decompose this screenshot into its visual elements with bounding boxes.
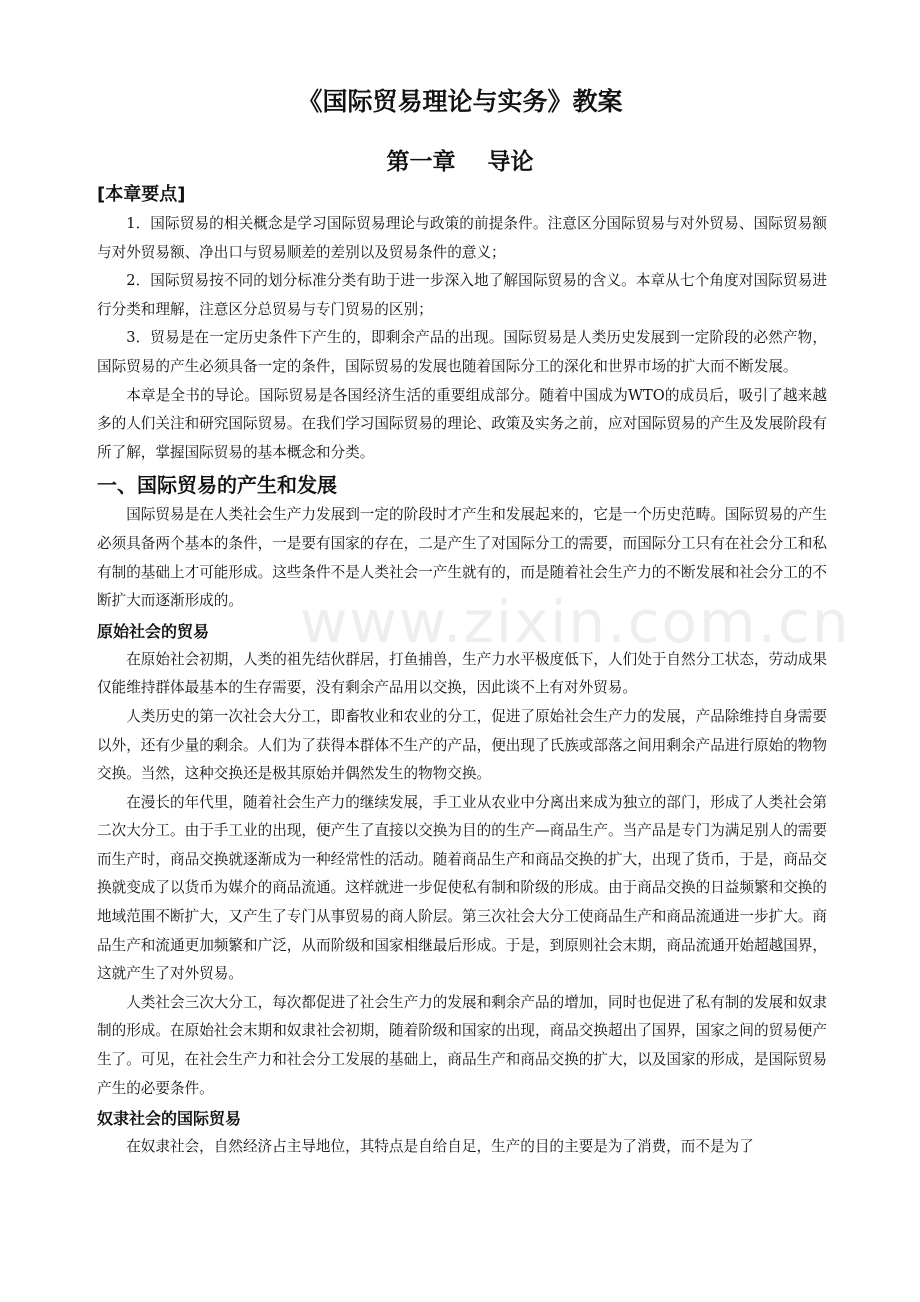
document-title: 《国际贸易理论与实务》教案 [297,87,623,116]
section-intro-paragraph: 国际贸易是在人类社会生产力发展到一定的阶段时才产生和发展起来的，它是一个历史范畴。国际贸易的产生必须具备两个基本的条件，一是要有国家的存在，二是产生了对国际分工的需要，而国际分工只有在社会分工和私有制的基础上才可能形成。这些条件不是人类社会一产生就有的，而是随着社会生产力的不断发展和社会分工的不断扩大而逐渐形成的。 [97,506,827,610]
key-point-2: 2．国际贸易按不同的划分标准分类有助于进一步深入地了解国际贸易的含义。本章从七个角度对国际贸易进行分类和理解，注意区分总贸易与专门贸易的区别； [97,272,827,318]
subsection-heading-slave-society: 奴隶社会的国际贸易 [97,1109,242,1129]
chapter-intro-paragraph: 本章是全书的导论。国际贸易是各国经济生活的重要组成部分。随着中国成为WTO的成员后，吸引了越来越多的人们关注和研究国际贸易。在我们学习国际贸易的理论、政策及实务之前，应对国际贸易的产生及发展阶段有所了解，掌握国际贸易的基本概念和分类。 [97,386,827,461]
subsection-heading-primitive-society: 原始社会的贸易 [97,621,210,641]
watermark-text: www.zixin.com.cn [300,588,851,656]
chapter-title: 第一章 导论 [386,149,534,175]
section-heading-origin-development: 一、国际贸易的产生和发展 [97,473,337,498]
primitive-paragraph-1: 在原始社会初期，人类的祖先结伙群居，打鱼捕兽，生产力水平极度低下，人们处于自然分工状态，劳动成果仅能维持群体最基本的生存需要，没有剩余产品用以交换，因此谈不上有对外贸易。 [97,650,827,697]
primitive-paragraph-2: 人类历史的第一次社会大分工，即畜牧业和农业的分工，促进了原始社会生产力的发展，产品除维持自身需要以外，还有少量的剩余。人们为了获得本群体不生产的产品，便出现了氏族或部落之间用剩余产品进行原始的物物交换。当然，这种交换还是极其原始并偶然发生的物物交换。 [97,707,827,783]
document-body [97,178,827,1162]
primitive-paragraph-3: 在漫长的年代里，随着社会生产力的继续发展，手工业从农业中分离出来成为独立的部门，形成了人类社会第二次大分工。由于手工业的出现，便产生了直接以交换为目的的生产—商品生产。当产品是专门为满足别人的需要而生产时，商品交换就逐渐成为一种经常性的活动。随着商品生产和商品交换的扩大，出现了货币，于是，商品交换就变成了以货币为媒介的商品流通。这样就进一步促使私有制和阶级的形成。由于商品交换的日益频繁和交换的地域范围不断扩大，又产生了专门从事贸易的商人阶层。第三次社会大分工使商品生产和商品流通进一步扩大。商品生产和流通更加频繁和广泛，从而阶级和国家相继最后形成。于是，到原则社会末期，商品流通开始超越国界，这就产生了对外贸易。 [97,793,827,983]
key-points-heading: [本章要点] [97,184,186,205]
key-point-3: 3．贸易是在一定历史条件下产生的，即剩余产品的出现。国际贸易是人类历史发展到一定阶段的必然产物，国际贸易的产生必须具备一定的条件，国际贸易的发展也随着国际分工的深化和世界市场的扩大而不断发展。 [97,329,827,375]
key-point-1: 1．国际贸易的相关概念是学习国际贸易理论与政策的前提条件。注意区分国际贸易与对外贸易、国际贸易额与对外贸易额、净出口与贸易顺差的差别以及贸易条件的意义； [97,215,827,261]
slave-paragraph-1: 在奴隶社会，自然经济占主导地位，其特点是自给自足，生产的目的主要是为了消费，而不是为了 [126,1138,754,1156]
primitive-paragraph-4: 人类社会三次大分工，每次都促进了社会生产力的发展和剩余产品的增加，同时也促进了私有制的发展和奴隶制的形成。在原始社会末期和奴隶社会初期，随着阶级和国家的出现，商品交换超出了国界，国家之间的贸易便产生了。可见，在社会生产力和社会分工发展的基础上，商品生产和商品交换的扩大，以及国家的形成，是国际贸易产生的必要条件。 [97,993,827,1097]
